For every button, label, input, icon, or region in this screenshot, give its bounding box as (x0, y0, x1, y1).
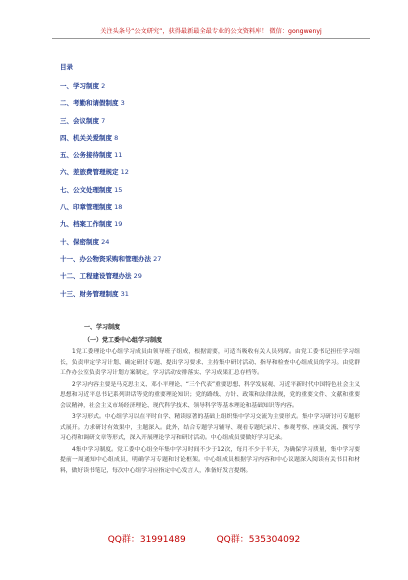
toc-item-page: 3 (120, 99, 125, 108)
header-text: 关注头条号“公文研究”，获得最新最全最专业的公文资料库！ 微信：gongwenyj (100, 28, 322, 35)
paragraph: 3学习形式。中心组学习以在平时自学、精读原著的基础上组织集中学习交流为主要形式。集中学习研讨可专题形式展开。力求研讨有效果中，主题深入。此外，结合专题学习辅导、观看专题纪录片、参观考察、座谈交流、撰写学习心得和调研文章等形式，深入开展理论学习和研讨活动。中心组成员要做好学习记录。 (60, 414, 360, 441)
document-body (60, 322, 360, 477)
footer-qq-group-1: QQ群：31991489 (107, 535, 186, 545)
toc-item[interactable] (60, 289, 360, 306)
toc-item-label: 七、公文处理制度 (60, 185, 112, 194)
table-of-contents (60, 62, 360, 306)
toc-list (60, 81, 360, 306)
paragraph: 4集中学习制度。党工委中心组全年集中学习时间不少于12次，每月不少于半天，为确保学习质量，集中学习要提前一周通知中心组成员，明确学习专题和讨论框架。中心组成员根据学习内容和中心议题深入阅读有关书目和材料，做好读书笔记，每次中心组学习应指定中心发言人，准备好发言提纲。 (60, 446, 360, 474)
toc-item[interactable] (60, 150, 360, 167)
toc-item[interactable] (60, 202, 360, 219)
toc-item-page: 27 (153, 254, 162, 263)
footer-qq-group-2: QQ群：535304092 (216, 535, 301, 545)
toc-item-label: 八、印章管理制度 (60, 203, 112, 212)
toc-item-label: 四、机关关爱制度 (60, 133, 112, 142)
toc-item-page: 31 (120, 289, 129, 298)
toc-item-page: 15 (114, 185, 123, 194)
toc-item-page: 19 (114, 220, 123, 229)
toc-item-label: 十二、工程建设管理办法 (60, 272, 132, 281)
toc-item[interactable] (60, 133, 360, 150)
toc-item-label: 五、公务接待制度 (60, 151, 112, 160)
toc-item-page: 7 (101, 116, 106, 125)
toc-item[interactable] (60, 271, 360, 288)
page-footer (0, 532, 408, 545)
toc-item[interactable] (60, 237, 360, 254)
toc-item-page: 8 (114, 133, 119, 142)
toc-title: 目录 (60, 63, 73, 71)
toc-item[interactable] (60, 116, 360, 133)
toc-item[interactable] (60, 167, 360, 184)
toc-item-page: 24 (101, 237, 110, 246)
toc-item[interactable] (60, 81, 360, 98)
toc-item-page: 2 (101, 82, 106, 90)
toc-item-page: 11 (114, 151, 123, 160)
toc-item-label: 三、会议制度 (60, 116, 99, 125)
toc-item[interactable] (60, 98, 360, 115)
toc-item-page: 29 (133, 272, 142, 281)
toc-item[interactable] (60, 254, 360, 271)
toc-item-label: 十一、办公物资采购和管理办法 (60, 254, 151, 263)
toc-item-label: 二、考勤和请假制度 (60, 99, 119, 108)
toc-item[interactable] (60, 185, 360, 202)
section-title: 一、学习制度 (84, 324, 121, 331)
toc-item-label: 九、档案工作制度 (60, 220, 112, 229)
toc-item-label: 十、保密制度 (60, 237, 99, 246)
toc-item-label: 六、差旅费管理规定 (60, 168, 119, 177)
toc-item-label: 十三、财务管理制度 (60, 289, 119, 298)
paragraph: 1党工委理论中心组学习成员由领导班子组成，根据需要，可适当吸收有关人员列席。由党工委书记担任学习组长，负责审定学习计划、确定研讨专题、提出学习要求、主持集中研讨活动、指导和检查中心组成员的学习。由党群工作办公室负责学习计划方案制定，学习活动安排落实、学习成果汇总存档等。 (60, 349, 360, 376)
toc-item-page: 12 (120, 168, 129, 177)
subsection-title: （一）党工委中心组学习制度 (84, 337, 163, 344)
page-header (52, 26, 370, 39)
paragraph: 2学习内容主要是马克思主义、邓小平理论、“三个代表”重要思想、科学发展观、习近平新时代中国特色社会主义思想和习近平总书记系列讲话等党的重要理论知识；党的路线、方针、政策和法律法规，党的重要文件、文献和重要会议精神，社会主义市场经济理论、现代科学技术、领导科学等基本理论和基础知识等内容。 (60, 381, 360, 409)
toc-item[interactable] (60, 219, 360, 236)
toc-item-label: 一、学习制度 (60, 82, 99, 90)
toc-item-page: 18 (114, 203, 123, 212)
